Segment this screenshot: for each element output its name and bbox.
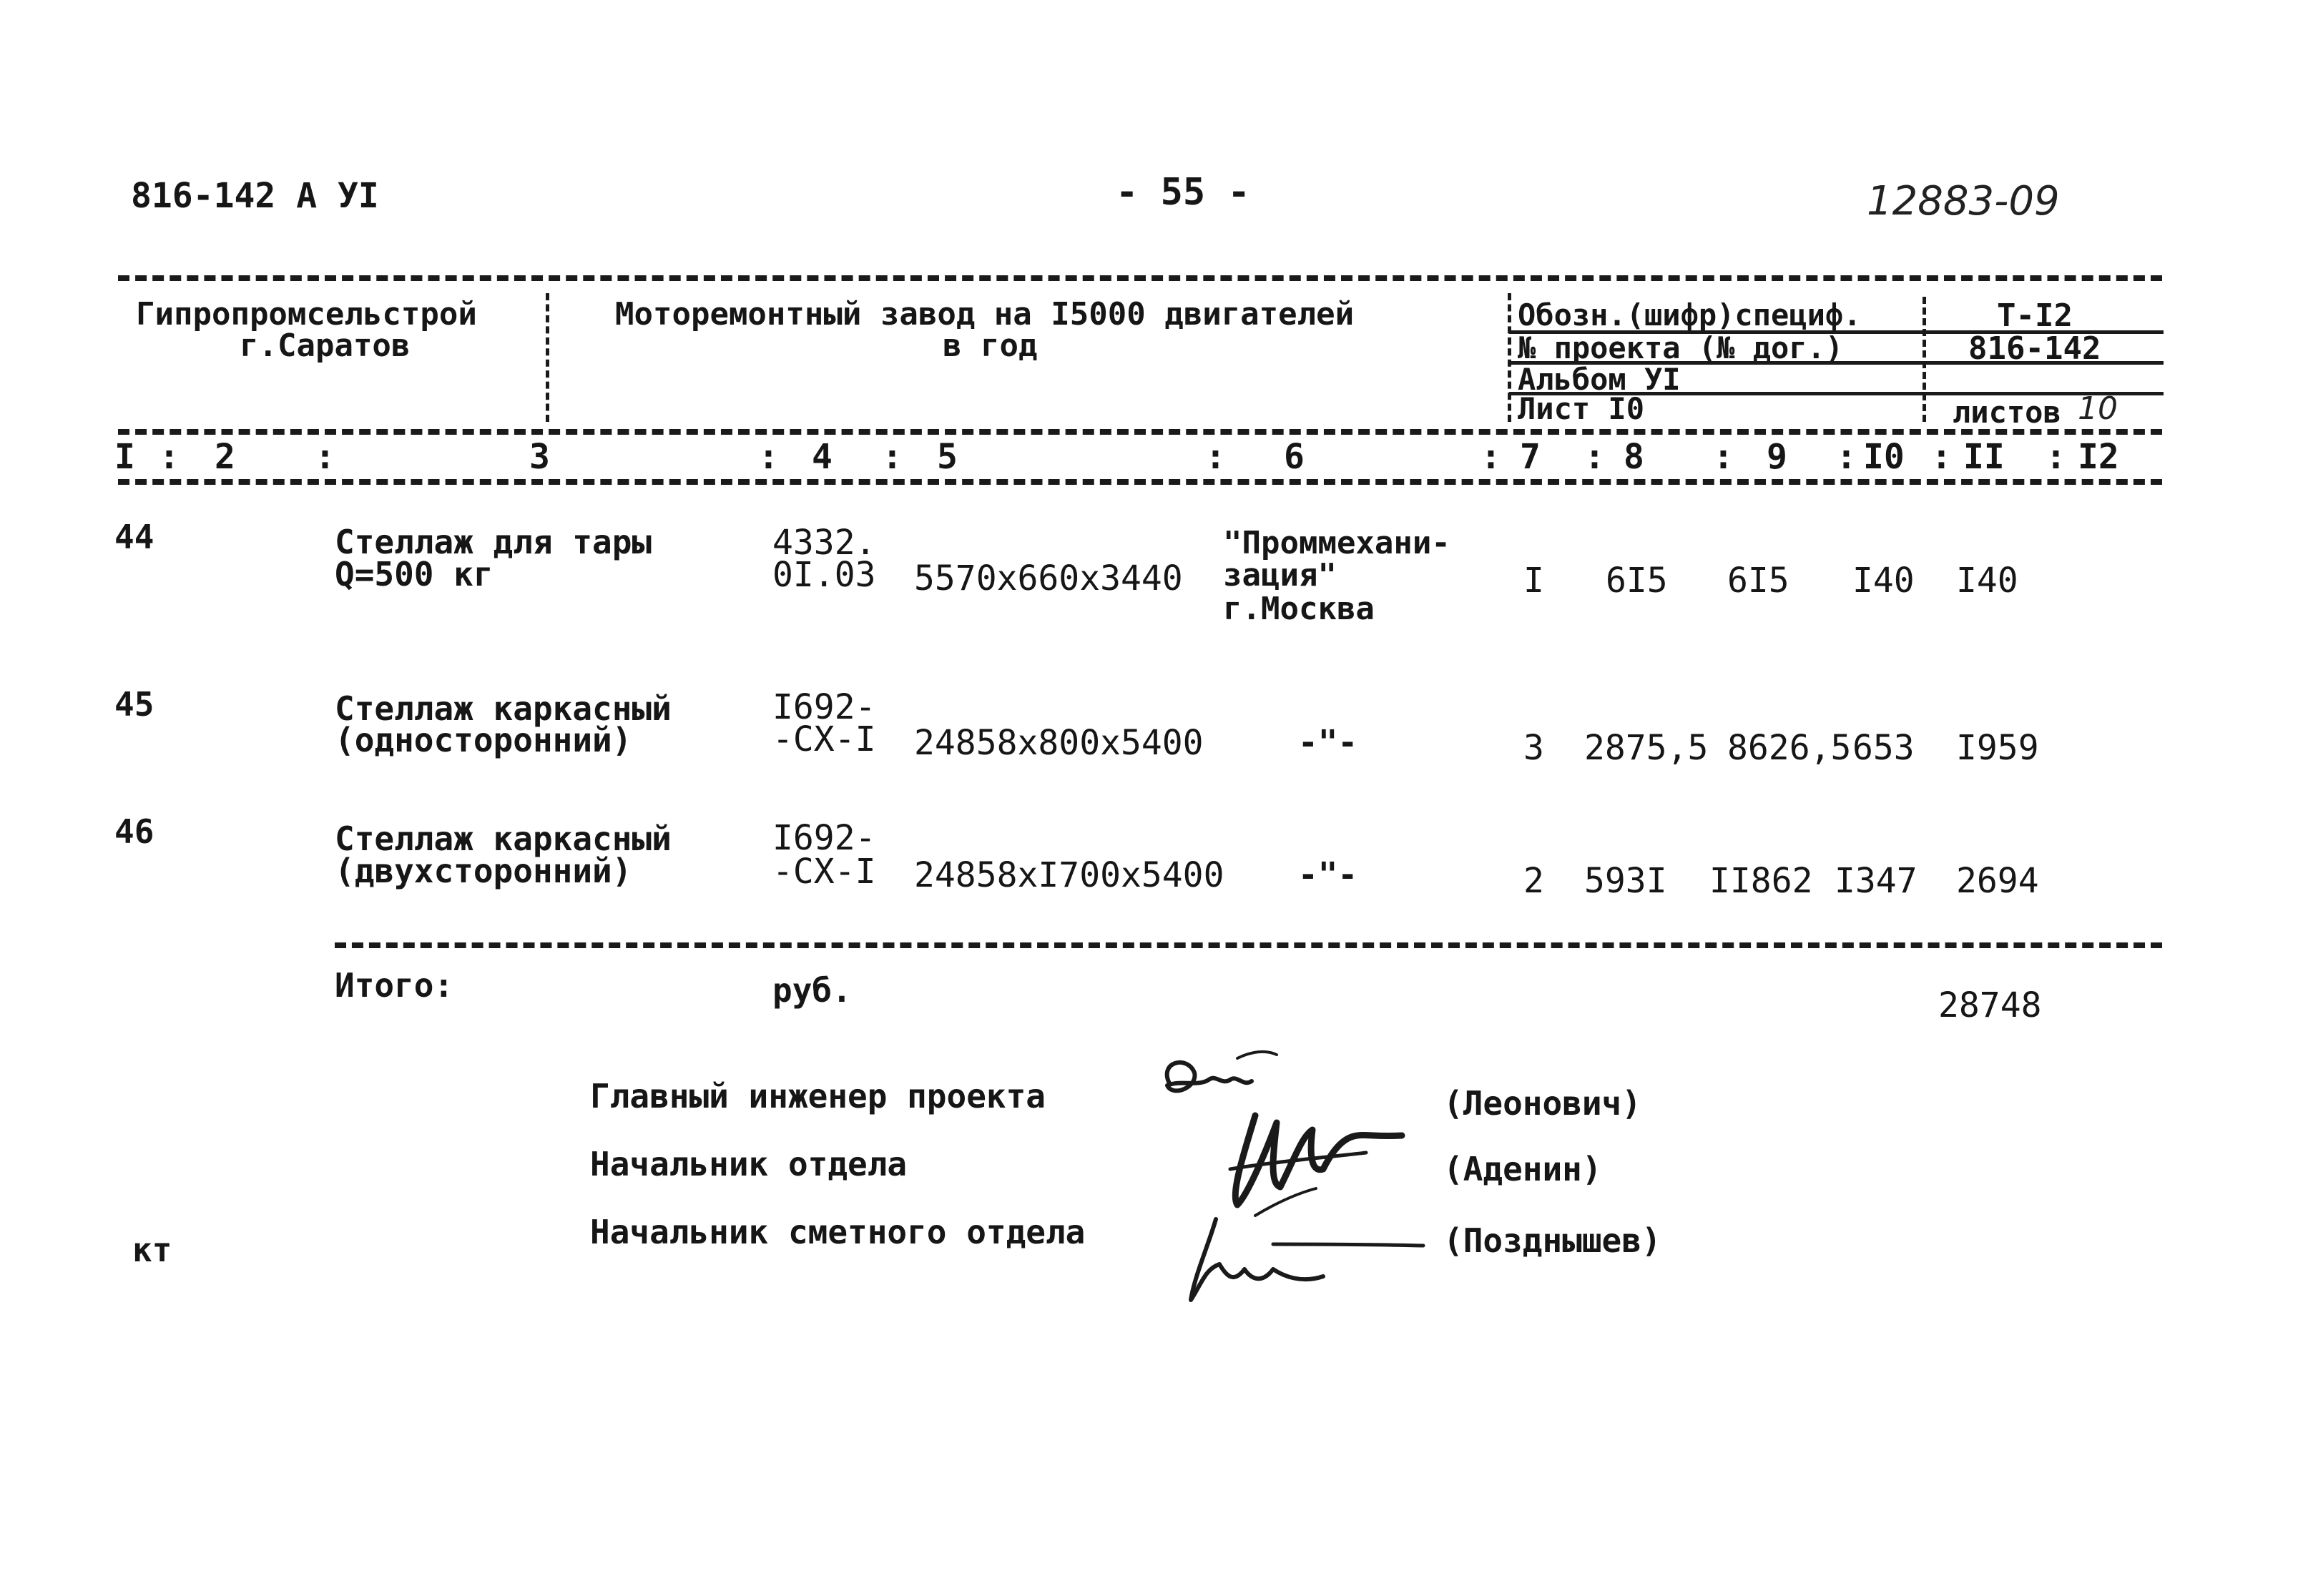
item-code: 4332. <box>772 523 876 563</box>
column-separator: : <box>1713 437 1734 477</box>
handwritten-signatures <box>1130 1030 1559 1316</box>
title-block-row-line-3 <box>1509 392 2164 395</box>
column-separator: : <box>882 437 903 477</box>
sheet-label: Лист I0 <box>1518 391 1645 426</box>
object-name-continued: в год <box>943 327 1038 364</box>
row-number: 45 <box>114 685 154 724</box>
column-number-10: I0 <box>1863 437 1905 477</box>
signatory-name: (Аденин) <box>1443 1150 1602 1188</box>
totals-rule <box>335 942 2162 948</box>
item-name-continued: Q=500 кг <box>335 555 494 593</box>
column-separator: : <box>159 437 180 477</box>
spec-code-label: Обозн.(шифр)специф. <box>1518 297 1862 332</box>
project-number-label: № проекта (№ дог.) <box>1518 330 1844 365</box>
item-name-continued: (односторонний) <box>335 721 632 759</box>
item-code-continued: -СХ-I <box>772 719 876 759</box>
column-number-3: 3 <box>529 437 550 477</box>
item-supplier-continued: зация" <box>1223 557 1337 593</box>
item-unit-weight: I347 <box>1835 861 1918 901</box>
item-total-price: 8626,5 <box>1727 728 1852 768</box>
item-quantity: I <box>1523 561 1544 601</box>
column-number-1: I <box>114 437 135 477</box>
column-number-5: 5 <box>937 437 958 477</box>
column-number-9: 9 <box>1767 437 1787 477</box>
column-number-12: I2 <box>2078 437 2119 477</box>
column-separator: : <box>1205 437 1226 477</box>
item-total-weight: 2694 <box>1956 861 2039 901</box>
column-separator: : <box>2046 437 2066 477</box>
sheets-label: листов <box>1953 395 2061 430</box>
organization-name: Гипропромсельстрой <box>136 296 477 332</box>
column-number-2: 2 <box>215 437 235 477</box>
item-code-continued: 0I.03 <box>772 555 876 595</box>
item-supplier-ditto: -"- <box>1298 723 1358 762</box>
title-block-row-line-1 <box>1509 330 2164 334</box>
total-label: Итого: <box>335 966 454 1005</box>
row-number: 44 <box>114 518 154 556</box>
item-supplier: "Проммехани- <box>1223 525 1450 561</box>
title-block-divider-3 <box>1923 297 1926 422</box>
item-name: Стеллаж для тары <box>335 523 652 561</box>
row-number: 46 <box>114 812 154 851</box>
object-name: Моторемонтный завод на I5000 двигателей <box>615 296 1355 332</box>
title-block-divider-1 <box>546 293 549 422</box>
item-dimensions: 24858xI700x5400 <box>914 855 1224 895</box>
title-block-top-rule <box>118 275 2162 281</box>
column-number-4: 4 <box>812 437 833 477</box>
column-separator: : <box>1584 437 1605 477</box>
item-name: Стеллаж каркасный <box>335 689 672 728</box>
footer-mark: кт <box>132 1231 172 1269</box>
item-unit-price: 593I <box>1584 861 1667 901</box>
item-total-weight: I959 <box>1956 728 2039 768</box>
column-separator: : <box>1931 437 1952 477</box>
item-total-price: II862 <box>1709 861 1813 901</box>
spec-code-value: Т-I2 <box>1997 297 2073 334</box>
title-block-divider-2 <box>1508 293 1511 422</box>
total-value: 28748 <box>1938 985 2042 1025</box>
title-block-row-line-2 <box>1509 361 2164 365</box>
item-total-price: 6I5 <box>1727 561 1789 601</box>
column-separator: : <box>1481 437 1501 477</box>
item-unit-weight: I40 <box>1852 561 1915 601</box>
item-dimensions: 24858x800x5400 <box>914 723 1204 763</box>
column-separator: : <box>1836 437 1857 477</box>
page-number: - 55 - <box>1116 171 1250 214</box>
item-name-continued: (двухсторонний) <box>335 852 632 890</box>
signatory-name: (Позднышев) <box>1443 1221 1661 1260</box>
item-code-continued: -СХ-I <box>772 852 876 892</box>
column-number-8: 8 <box>1624 437 1644 477</box>
item-dimensions: 5570x660x3440 <box>914 558 1183 598</box>
item-unit-price: 6I5 <box>1606 561 1668 601</box>
signatory-role: Главный инженер проекта <box>590 1077 1046 1115</box>
item-unit-weight: 653 <box>1852 728 1915 768</box>
item-quantity: 3 <box>1523 728 1544 768</box>
handwritten-archive-code: 12883-09 <box>1867 178 2060 225</box>
item-unit-price: 2875,5 <box>1584 728 1709 768</box>
sheets-value: 10 <box>2078 390 2118 427</box>
item-total-weight: I40 <box>1956 561 2018 601</box>
item-code: I692- <box>772 687 876 727</box>
album-label: Альбом УI <box>1518 362 1681 397</box>
column-separator: : <box>758 437 779 477</box>
organization-city: г.Саратов <box>240 327 411 364</box>
item-name: Стеллаж каркасный <box>335 819 672 858</box>
signatory-name: (Леонович) <box>1443 1084 1641 1123</box>
column-header-top-rule <box>118 429 2162 435</box>
signatory-role: Начальник сметного отдела <box>590 1213 1086 1251</box>
project-number-value: 816-142 <box>1968 330 2101 367</box>
column-separator: : <box>315 437 335 477</box>
item-quantity: 2 <box>1523 861 1544 901</box>
item-code: I692- <box>772 818 876 858</box>
signatory-role: Начальник отдела <box>590 1145 908 1183</box>
column-header-bottom-rule <box>118 479 2162 485</box>
document-code: 816-142 А УI <box>131 176 379 216</box>
column-number-6: 6 <box>1284 437 1305 477</box>
item-supplier-ditto: -"- <box>1298 855 1358 894</box>
item-supplier-city: г.Москва <box>1223 591 1375 627</box>
total-currency: руб. <box>772 971 852 1010</box>
column-number-11: II <box>1963 437 2005 477</box>
column-number-7: 7 <box>1520 437 1541 477</box>
